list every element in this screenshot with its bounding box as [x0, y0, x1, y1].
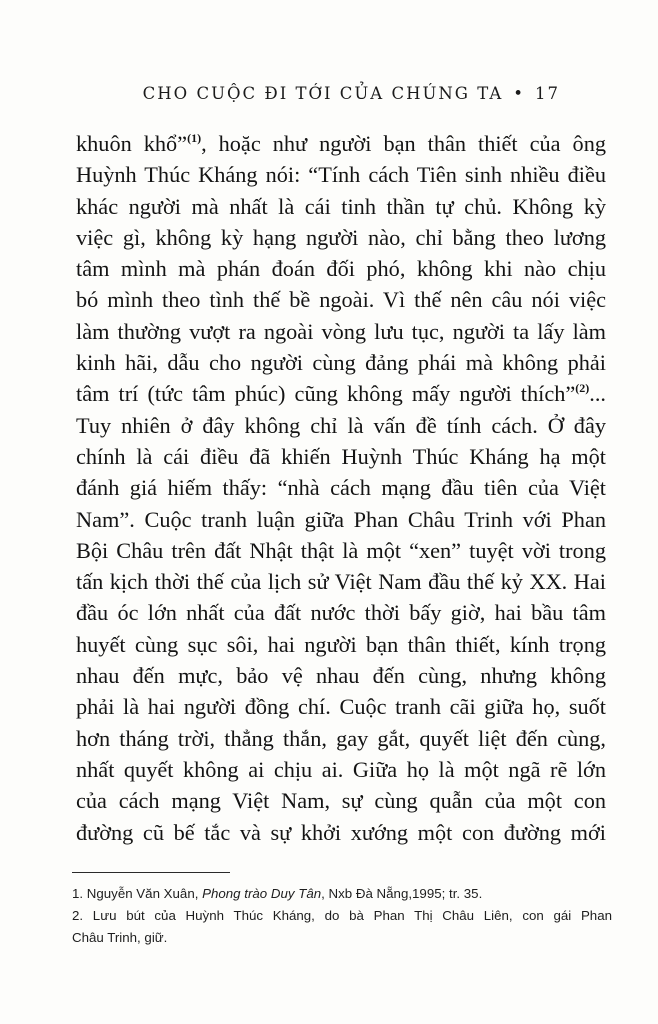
text-line: phải là hai người đồng chí. Cuộc tranh cãi giữa họ, suốt	[76, 694, 606, 720]
text-line: đánh giá hiếm thấy: “nhà cách mạng đầu tiên của Việt	[76, 475, 606, 501]
text-line: của cách mạng Việt Nam, sự cùng quẫn của một con	[76, 788, 606, 814]
footnote-2: 2. Lưu bút của Huỳnh Thúc Kháng, do bà Phan Thị Châu Liên, con gái Phan	[72, 908, 612, 923]
text-line: tâm mình mà phán đoán đối phó, không khi nào chịu	[76, 256, 606, 282]
text-line: làm thường vượt ra ngoài vòng lưu tục, người ta lấy làm	[76, 318, 606, 344]
text-line: tấn kịch thời thế của lịch sử Việt Nam đầu thế kỷ XX. Hai	[76, 569, 606, 595]
text-line: Bội Châu trên đất Nhật thật là một “xen” tuyệt vời trong	[76, 537, 606, 563]
text-line: chính là cái điều đã khiến Huỳnh Thúc Kháng hạ một	[76, 443, 606, 469]
text-line: Huỳnh Thúc Kháng nói: “Tính cách Tiên sinh nhiều điều	[76, 162, 606, 188]
text-line: hơn tháng trời, thẳng thắn, gay gắt, quyết liệt đến cùng,	[76, 725, 606, 751]
text-line: huyết cùng sục sôi, hai người bạn thân thiết, kính trọng	[76, 631, 606, 657]
footnote-ref-2: (2)	[575, 381, 590, 396]
text-line: tâm trí (tức tâm phúc) cũng không mấy người thích”$^{(2)}$...	[76, 381, 606, 407]
footnote-divider	[72, 872, 230, 873]
footnote-1: 1. Nguyễn Văn Xuân, Phong trào Duy Tân, Nxb Đà Nẵng,1995; tr. 35.	[72, 886, 483, 901]
text-line: nhất quyết không ai chịu ai. Giữa họ là một ngã rẽ lớn	[76, 756, 606, 782]
footnote-2-continuation: Châu Trinh, giữ.	[72, 930, 168, 945]
running-header	[60, 84, 560, 103]
body-text	[76, 128, 606, 848]
chapter-title: CHO CUỘC ĐI TỚI CỦA CHÚNG TA	[142, 84, 504, 103]
text-line: khuôn khổ”$^{(1)}$, hoặc như người bạn thân thiết của ông	[76, 131, 606, 156]
text-line: nhau đến mực, bảo vệ nhau đến cùng, nhưng không	[76, 663, 606, 689]
text-line: khác người mà nhất là cái tinh thần tự chủ. Không kỳ	[76, 193, 606, 219]
header-separator: •	[513, 84, 525, 103]
footnotes	[72, 883, 612, 949]
text-line: Nam”. Cuộc tranh luận giữa Phan Châu Trinh với Phan	[76, 506, 606, 532]
text-line: kinh hãi, dẫu cho người cùng đảng phái mà không phải	[76, 350, 606, 376]
footnote-ref-1: (1)	[187, 131, 202, 145]
text-line: đường cũ bế tắc và sự khởi xướng một con đường mới	[76, 819, 606, 845]
text-line: đầu óc lớn nhất của đất nước thời bấy giờ, hai bầu tâm	[76, 600, 606, 626]
text-line: việc gì, không kỳ hạng người nào, chỉ bằng theo lương	[76, 224, 606, 250]
text-line: Tuy nhiên ở đây không chỉ là vấn đề tính cách. Ở đây	[76, 412, 606, 438]
footnote-1-title: Phong trào Duy Tân	[202, 886, 322, 901]
text-line: bó mình theo tình thế bề ngoài. Vì thế nên câu nói việc	[76, 287, 606, 313]
page-number: 17	[535, 84, 560, 103]
